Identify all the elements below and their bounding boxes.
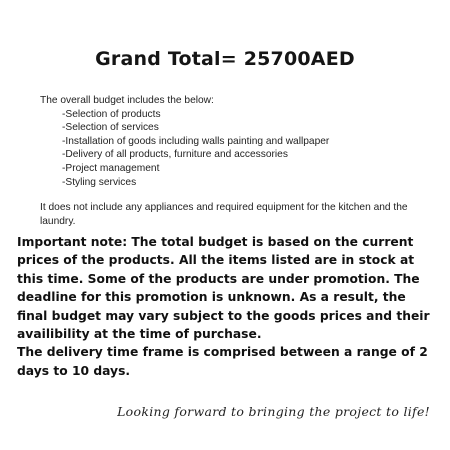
budget-item: -Installation of goods including walls painting and wallpaper: [62, 135, 330, 147]
budget-item: -Styling services: [62, 176, 137, 188]
budget-inclusions: [40, 94, 430, 189]
important-note-text: Important note: The total budget is based on the current prices of the products. All the items listed are in stock at this time. Some of the products are under promotion. The deadline for this promotion is unknown. As a result, the final budget may vary subject to the goods prices and their availibility at the time of purchase.: [17, 235, 430, 342]
budget-intro: The overall budget includes the below:: [40, 95, 214, 106]
budget-item: -Selection of services: [62, 122, 159, 134]
grand-total-heading: Grand Total= 25700AED: [95, 48, 355, 70]
budget-exclusion-note: It does not include any appliances and required equipment for the kitchen and the laundry.: [40, 202, 408, 227]
delivery-timeframe-text: The delivery time frame is comprised between a range of 2 days to 10 days.: [17, 345, 428, 378]
budget-item: -Selection of products: [62, 108, 161, 120]
budget-item: -Project management: [62, 162, 160, 174]
budget-items-list: [40, 108, 430, 190]
closing-message: Looking forward to bringing the project to life!: [117, 404, 430, 419]
important-note-block: [17, 233, 437, 380]
budget-item: -Delivery of all products, furniture and accessories: [62, 149, 288, 161]
